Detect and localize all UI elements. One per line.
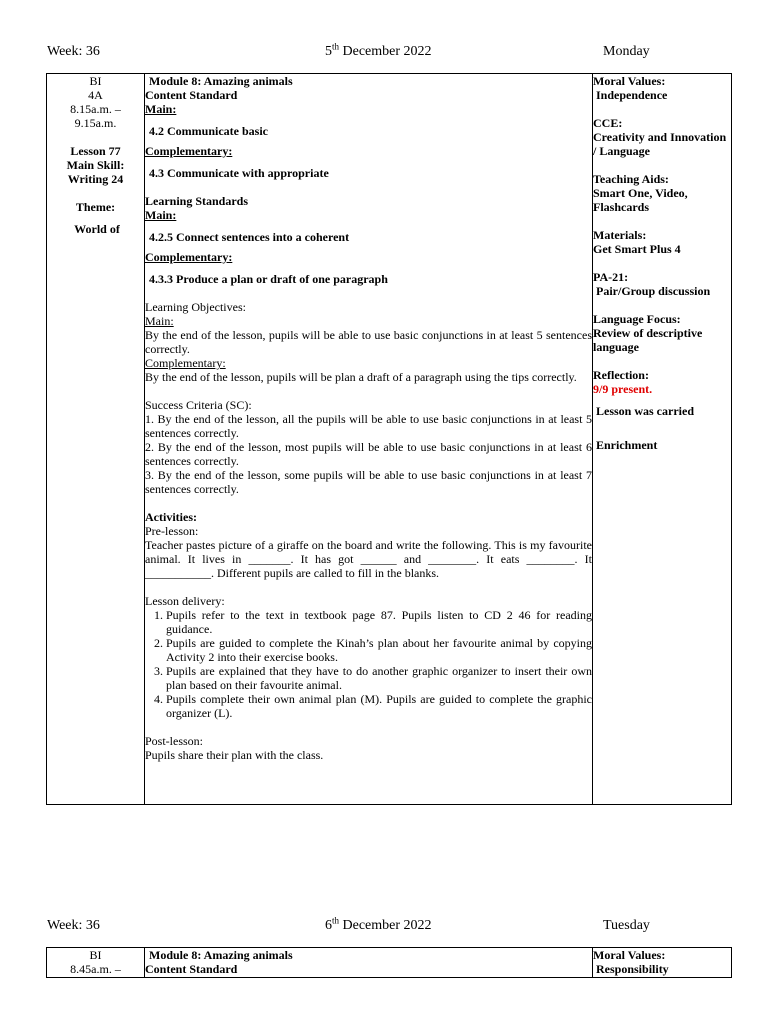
aids-label: Teaching Aids: [593, 172, 669, 186]
list-item: 3. Pupils are explained that they have to do another graphic organizer to insert their own plan based on their favourite animal. [166, 664, 592, 692]
lesson-extras-column [593, 74, 732, 805]
moral-value: Responsibility [596, 962, 669, 976]
sc-heading: Success Criteria (SC): [145, 398, 252, 412]
pre-lesson: Teacher pastes picture of a giraffe on the board and write the following. This is my favourite animal. It lives in _______. It has got ______ and ________. It eats ________. It ___________. Different pupils are called to fill in the blanks. [145, 538, 592, 580]
pa21-value: Pair/Group discussion [596, 284, 711, 298]
lesson-plan-table-day2 [46, 947, 732, 978]
list-item: 1. Pupils refer to the text in textbook page 87. Pupils listen to CD 2 46 for reading guidance. [166, 608, 592, 636]
cs-main-label: Main: [145, 102, 177, 116]
theme-label: Theme: [75, 200, 116, 214]
lesson-plan-table-day1 [46, 73, 732, 805]
date-label: 6th December 2022 [325, 915, 432, 933]
subject: BI [89, 948, 102, 962]
week-label: Week: 36 [47, 918, 100, 933]
lesson-info-column [47, 74, 145, 805]
lesson-extras-column [593, 948, 732, 978]
day2-header [47, 915, 697, 936]
ls-comp: 4.3.3 Produce a plan or draft of one paragraph [149, 272, 388, 286]
list-item: 2. Pupils are guided to complete the Kinah’s plan about her favourite animal by copying Activity 2 into their exercise books. [166, 636, 592, 664]
ls-comp-label: Complementary: [145, 250, 233, 264]
module-title: Module 8: Amazing animals [149, 948, 293, 962]
date-label: 5th December 2022 [325, 41, 432, 59]
theme: World of [74, 222, 120, 236]
cs-comp-label: Complementary: [145, 144, 233, 158]
learning-standards-heading: Learning Standards [145, 194, 249, 208]
sc-item-2: 2. By the end of the lesson, most pupils will be able to use basic conjunctions in at least 6 sentences correctly. [145, 440, 592, 468]
sc-item-1: 1. By the end of the lesson, all the pupils will be able to use basic conjunctions in at least 5 sentences correctly. [145, 412, 592, 440]
activities-heading: Activities: [145, 510, 197, 524]
lesson-content-column [145, 74, 593, 805]
lesson-number: Lesson 77 [70, 144, 121, 158]
cce-value: Creativity and Innovation / Language [593, 130, 727, 158]
reflection-note: Lesson was carried [596, 404, 694, 418]
time-start: 8.45a.m. – [70, 962, 121, 976]
main-skill-label: Main Skill: [66, 158, 125, 172]
lo-main-label: Main: [145, 314, 174, 328]
day1-header [47, 41, 697, 62]
ls-main: 4.2.5 Connect sentences into a coherent [149, 230, 350, 244]
lesson-info-column [47, 948, 145, 978]
main-skill: Writing 24 [67, 172, 124, 186]
delivery-label: Lesson delivery: [145, 594, 225, 608]
pre-lesson-label: Pre-lesson: [145, 524, 199, 538]
materials-value: Get Smart Plus 4 [593, 242, 681, 256]
ls-main-label: Main: [145, 208, 177, 222]
attendance: 9/9 present. [593, 382, 653, 396]
list-item: 4. Pupils complete their own animal plan (M). Pupils are guided to complete the graphic organizer (L). [166, 692, 592, 720]
moral-label: Moral Values: [593, 74, 666, 88]
reflection-label: Reflection: [593, 368, 649, 382]
cs-comp: 4.3 Communicate with appropriate [149, 166, 329, 180]
lo-comp-label: Complementary: [145, 356, 226, 370]
pa21-label: PA-21: [593, 270, 629, 284]
cs-main: 4.2 Communicate basic [149, 124, 268, 138]
focus-value: Review of descriptive language [593, 326, 703, 354]
moral-value: Independence [596, 88, 668, 102]
lo-comp: By the end of the lesson, pupils will be plan a draft of a paragraph using the tips correctly. [145, 370, 577, 384]
week-label: Week: 36 [47, 44, 100, 59]
enrichment-note: Enrichment [596, 438, 658, 452]
post-lesson: Pupils share their plan with the class. [145, 748, 324, 762]
lesson-content-column [145, 948, 593, 978]
module-title: Module 8: Amazing animals [149, 74, 293, 88]
cce-label: CCE: [593, 116, 623, 130]
aids-value: Smart One, Video, Flashcards [593, 186, 688, 214]
weekday-label: Monday [603, 44, 650, 59]
moral-label: Moral Values: [593, 948, 666, 962]
content-standard-heading: Content Standard [145, 88, 238, 102]
subject: BI [89, 74, 102, 88]
time-end: 9.15a.m. [74, 116, 117, 130]
lo-main: By the end of the lesson, pupils will be able to use basic conjunctions in at least 5 sentences correctly. [145, 328, 592, 356]
lo-heading: Learning Objectives: [145, 300, 246, 314]
delivery-steps [145, 608, 592, 720]
sc-item-3: 3. By the end of the lesson, some pupils will be able to use basic conjunctions in at least 7 sentences correctly. [145, 468, 592, 496]
class: 4A [88, 88, 103, 102]
content-standard-heading: Content Standard [145, 962, 238, 976]
focus-label: Language Focus: [593, 312, 681, 326]
materials-label: Materials: [593, 228, 647, 242]
weekday-label: Tuesday [603, 918, 650, 933]
post-lesson-label: Post-lesson: [145, 734, 204, 748]
time-start: 8.15a.m. – [70, 102, 121, 116]
